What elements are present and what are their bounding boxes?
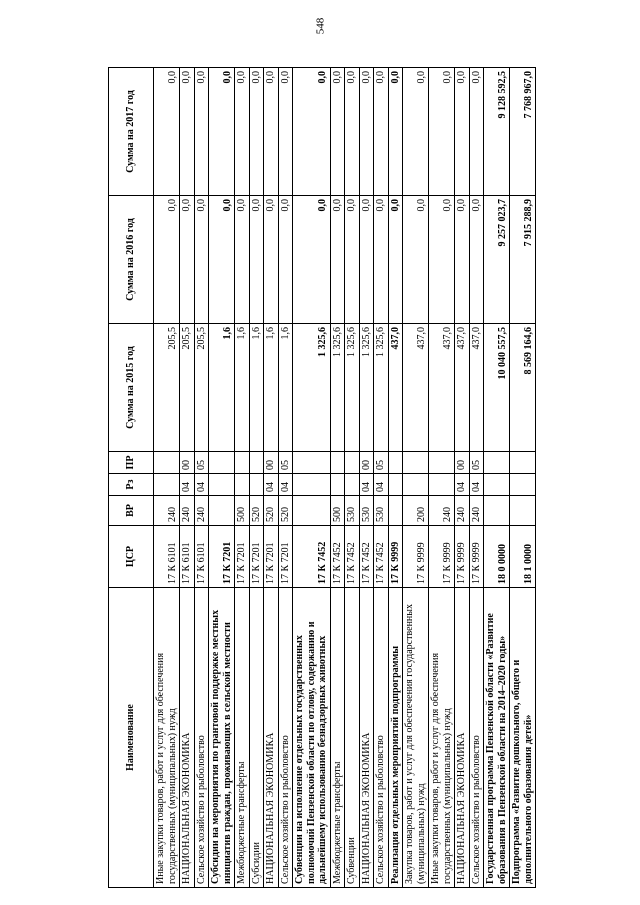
table-row <box>235 68 250 888</box>
table-row <box>359 68 374 888</box>
budget-table <box>108 67 536 888</box>
cell-pr: 00 <box>180 452 195 474</box>
header-csr: ЦСР <box>109 526 154 588</box>
cell-rz <box>403 474 429 496</box>
cell-pr <box>403 452 429 474</box>
cell-name: Сельское хозяйство и рыболовство <box>194 588 209 888</box>
cell-sum-2017: 0,0 <box>154 68 180 196</box>
cell-sum-2015: 437,0 <box>403 324 429 452</box>
cell-name: Подпрограмма «Развитие дошкольного, общего и дополнительного образования детей» <box>510 588 536 888</box>
cell-pr: 05 <box>469 452 484 474</box>
cell-sum-2017: 0,0 <box>455 68 470 196</box>
cell-csr: 17 К 6101 <box>180 526 195 588</box>
table-row <box>264 68 279 888</box>
cell-sum-2016: 0,0 <box>235 196 250 324</box>
table-row <box>330 68 345 888</box>
cell-vr: 530 <box>374 496 389 526</box>
cell-name: Субвенции <box>345 588 360 888</box>
cell-pr <box>293 452 331 474</box>
cell-name: Иные закупки товаров, работ и услуг для обеспечения государственных (муниципальных) нужд <box>429 588 455 888</box>
cell-sum-2015: 1,6 <box>235 324 250 452</box>
cell-sum-2015: 437,0 <box>469 324 484 452</box>
cell-vr: 240 <box>469 496 484 526</box>
cell-vr: 200 <box>403 496 429 526</box>
cell-vr: 500 <box>330 496 345 526</box>
cell-pr <box>330 452 345 474</box>
header-rz: Рз <box>109 474 154 496</box>
cell-rz <box>293 474 331 496</box>
table-row <box>249 68 264 888</box>
cell-sum-2016: 0,0 <box>388 196 403 324</box>
cell-sum-2015: 1 325,6 <box>330 324 345 452</box>
cell-sum-2017: 0,0 <box>194 68 209 196</box>
cell-sum-2017: 0,0 <box>469 68 484 196</box>
cell-sum-2015: 437,0 <box>429 324 455 452</box>
cell-sum-2017: 7 768 967,0 <box>510 68 536 196</box>
cell-sum-2015: 1 325,6 <box>359 324 374 452</box>
table-row <box>293 68 331 888</box>
cell-name: Реализация отдельных мероприятий подпрограммы <box>388 588 403 888</box>
cell-sum-2015: 1,6 <box>249 324 264 452</box>
cell-csr: 17 К 7201 <box>235 526 250 588</box>
cell-sum-2015: 205,5 <box>154 324 180 452</box>
cell-sum-2016: 7 915 288,9 <box>510 196 536 324</box>
cell-sum-2015: 1 325,6 <box>374 324 389 452</box>
cell-pr: 05 <box>194 452 209 474</box>
cell-rz: 04 <box>455 474 470 496</box>
cell-vr: 240 <box>455 496 470 526</box>
cell-sum-2017: 0,0 <box>403 68 429 196</box>
cell-csr: 17 К 9999 <box>388 526 403 588</box>
budget-table-container <box>108 68 548 888</box>
cell-name: Иные закупки товаров, работ и услуг для обеспечения государственных (муниципальных) нужд <box>154 588 180 888</box>
cell-name: НАЦИОНАЛЬНАЯ ЭКОНОМИКА <box>455 588 470 888</box>
cell-sum-2016: 0,0 <box>293 196 331 324</box>
cell-vr <box>388 496 403 526</box>
cell-name: Государственная программа Пензенской области «Развитие образования в Пензенской области на 2014–2020 годы» <box>484 588 510 888</box>
cell-pr: 05 <box>278 452 293 474</box>
cell-sum-2015: 437,0 <box>388 324 403 452</box>
cell-csr: 17 К 7201 <box>278 526 293 588</box>
page-number: 548 <box>314 17 327 35</box>
table-row <box>374 68 389 888</box>
cell-sum-2016: 0,0 <box>180 196 195 324</box>
cell-vr <box>510 496 536 526</box>
table-row <box>403 68 429 888</box>
cell-name: Субсидии на мероприятия по грантовой поддержке местных инициатив граждан, проживающих в сельской местности <box>209 588 235 888</box>
cell-sum-2017: 0,0 <box>293 68 331 196</box>
cell-vr: 520 <box>249 496 264 526</box>
cell-vr: 240 <box>154 496 180 526</box>
cell-pr <box>484 452 510 474</box>
table-row <box>455 68 470 888</box>
cell-rz <box>209 474 235 496</box>
cell-csr: 18 0 0000 <box>484 526 510 588</box>
cell-sum-2015: 205,5 <box>180 324 195 452</box>
table-row <box>345 68 360 888</box>
cell-sum-2015: 1,6 <box>209 324 235 452</box>
cell-csr: 17 К 7452 <box>330 526 345 588</box>
header-sum-2016: Сумма на 2016 год <box>109 196 154 324</box>
cell-sum-2016: 0,0 <box>209 196 235 324</box>
cell-rz: 04 <box>264 474 279 496</box>
cell-sum-2016: 0,0 <box>194 196 209 324</box>
header-vr: ВР <box>109 496 154 526</box>
cell-vr: 530 <box>359 496 374 526</box>
cell-rz: 04 <box>194 474 209 496</box>
cell-rz <box>510 474 536 496</box>
cell-sum-2017: 0,0 <box>235 68 250 196</box>
cell-sum-2016: 0,0 <box>264 196 279 324</box>
cell-sum-2017: 0,0 <box>388 68 403 196</box>
cell-sum-2016: 0,0 <box>469 196 484 324</box>
cell-pr: 00 <box>264 452 279 474</box>
cell-sum-2016: 0,0 <box>455 196 470 324</box>
cell-name: Субсидии <box>249 588 264 888</box>
cell-name: Сельское хозяйство и рыболовство <box>469 588 484 888</box>
cell-rz <box>235 474 250 496</box>
cell-name: НАЦИОНАЛЬНАЯ ЭКОНОМИКА <box>180 588 195 888</box>
cell-pr <box>154 452 180 474</box>
cell-rz: 04 <box>278 474 293 496</box>
cell-pr: 00 <box>455 452 470 474</box>
cell-sum-2017: 0,0 <box>249 68 264 196</box>
cell-name: Сельское хозяйство и рыболовство <box>278 588 293 888</box>
cell-csr: 18 1 0000 <box>510 526 536 588</box>
cell-rz <box>154 474 180 496</box>
cell-rz <box>249 474 264 496</box>
cell-pr: 00 <box>359 452 374 474</box>
cell-rz <box>388 474 403 496</box>
table-row <box>510 68 536 888</box>
cell-sum-2017: 0,0 <box>429 68 455 196</box>
cell-rz <box>484 474 510 496</box>
cell-vr: 240 <box>194 496 209 526</box>
cell-csr: 17 К 9999 <box>429 526 455 588</box>
cell-sum-2017: 0,0 <box>264 68 279 196</box>
table-body <box>154 68 536 888</box>
cell-sum-2016: 0,0 <box>345 196 360 324</box>
cell-pr <box>235 452 250 474</box>
cell-sum-2015: 1 325,6 <box>345 324 360 452</box>
cell-vr: 530 <box>345 496 360 526</box>
cell-sum-2017: 9 128 592,5 <box>484 68 510 196</box>
cell-vr: 520 <box>264 496 279 526</box>
cell-csr: 17 К 6101 <box>194 526 209 588</box>
cell-name: НАЦИОНАЛЬНАЯ ЭКОНОМИКА <box>264 588 279 888</box>
cell-sum-2015: 10 040 557,5 <box>484 324 510 452</box>
cell-vr: 240 <box>180 496 195 526</box>
cell-vr <box>209 496 235 526</box>
cell-sum-2016: 0,0 <box>154 196 180 324</box>
table-row <box>194 68 209 888</box>
cell-csr: 17 К 7201 <box>264 526 279 588</box>
cell-rz: 04 <box>374 474 389 496</box>
cell-sum-2016: 0,0 <box>249 196 264 324</box>
cell-rz: 04 <box>359 474 374 496</box>
header-name: Наименование <box>109 588 154 888</box>
cell-pr <box>388 452 403 474</box>
cell-rz <box>345 474 360 496</box>
cell-csr: 17 К 7452 <box>293 526 331 588</box>
cell-name: Субвенции на исполнение отдельных государственных полномочий Пензенской области по отлову, содержанию и дальнейшему использованию безнадзорных животных <box>293 588 331 888</box>
cell-sum-2016: 0,0 <box>374 196 389 324</box>
table-header-row <box>109 68 154 888</box>
header-sum-2017: Сумма на 2017 год <box>109 68 154 196</box>
cell-pr: 05 <box>374 452 389 474</box>
cell-sum-2017: 0,0 <box>209 68 235 196</box>
cell-rz <box>330 474 345 496</box>
cell-sum-2017: 0,0 <box>278 68 293 196</box>
cell-sum-2015: 1,6 <box>264 324 279 452</box>
cell-vr: 500 <box>235 496 250 526</box>
cell-csr: 17 К 9999 <box>403 526 429 588</box>
cell-sum-2017: 0,0 <box>345 68 360 196</box>
cell-sum-2016: 0,0 <box>359 196 374 324</box>
cell-sum-2016: 0,0 <box>429 196 455 324</box>
table-row <box>154 68 180 888</box>
cell-name: Межбюджетные трансферты <box>235 588 250 888</box>
cell-csr: 17 К 7452 <box>345 526 360 588</box>
cell-sum-2016: 9 257 023,7 <box>484 196 510 324</box>
cell-name: НАЦИОНАЛЬНАЯ ЭКОНОМИКА <box>359 588 374 888</box>
cell-csr: 17 К 7452 <box>359 526 374 588</box>
cell-sum-2015: 437,0 <box>455 324 470 452</box>
cell-vr <box>484 496 510 526</box>
cell-pr <box>345 452 360 474</box>
cell-sum-2016: 0,0 <box>403 196 429 324</box>
cell-sum-2017: 0,0 <box>180 68 195 196</box>
cell-vr: 520 <box>278 496 293 526</box>
header-sum-2015: Сумма на 2015 год <box>109 324 154 452</box>
cell-name: Сельское хозяйство и рыболовство <box>374 588 389 888</box>
cell-sum-2016: 0,0 <box>330 196 345 324</box>
cell-sum-2017: 0,0 <box>374 68 389 196</box>
cell-csr: 17 К 9999 <box>469 526 484 588</box>
cell-sum-2017: 0,0 <box>359 68 374 196</box>
cell-csr: 17 К 7201 <box>209 526 235 588</box>
cell-csr: 17 К 7201 <box>249 526 264 588</box>
cell-sum-2015: 1 325,6 <box>293 324 331 452</box>
table-row <box>429 68 455 888</box>
cell-sum-2017: 0,0 <box>330 68 345 196</box>
cell-name: Закупка товаров, работ и услуг для обеспечения государственных (муниципальных) нужд <box>403 588 429 888</box>
cell-vr <box>293 496 331 526</box>
table-row <box>180 68 195 888</box>
cell-pr <box>249 452 264 474</box>
cell-csr: 17 К 6101 <box>154 526 180 588</box>
cell-name: Межбюджетные трансферты <box>330 588 345 888</box>
cell-csr: 17 К 7452 <box>374 526 389 588</box>
table-row <box>278 68 293 888</box>
header-pr: ПР <box>109 452 154 474</box>
cell-sum-2015: 205,5 <box>194 324 209 452</box>
cell-rz <box>429 474 455 496</box>
cell-rz: 04 <box>180 474 195 496</box>
cell-sum-2015: 8 569 164,6 <box>510 324 536 452</box>
cell-pr <box>510 452 536 474</box>
cell-vr: 240 <box>429 496 455 526</box>
table-row <box>388 68 403 888</box>
cell-rz: 04 <box>469 474 484 496</box>
table-row <box>209 68 235 888</box>
cell-sum-2015: 1,6 <box>278 324 293 452</box>
table-row <box>484 68 510 888</box>
cell-csr: 17 К 9999 <box>455 526 470 588</box>
table-row <box>469 68 484 888</box>
cell-pr <box>209 452 235 474</box>
cell-sum-2016: 0,0 <box>278 196 293 324</box>
cell-pr <box>429 452 455 474</box>
